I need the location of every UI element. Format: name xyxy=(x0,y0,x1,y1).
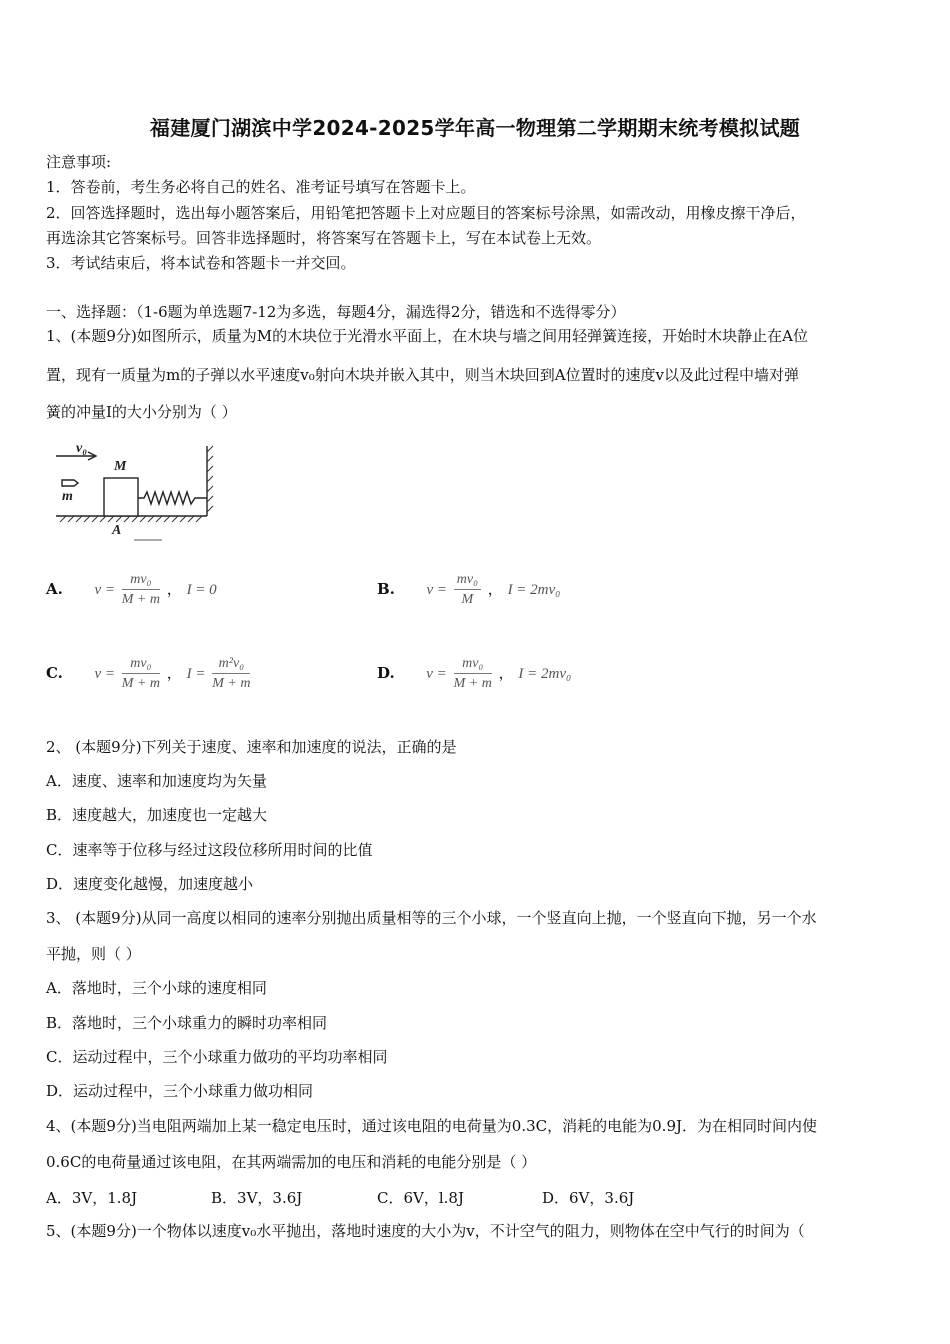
q3-option[interactable]: A．落地时，三个小球的速度相同 xyxy=(46,979,267,997)
frac-num: mv₀ xyxy=(454,572,481,590)
impulse-fraction xyxy=(212,656,250,692)
q1-stem-line: 1、(本题9分)如图所示，质量为M的木块位于光滑水平面上，在木块与墙之间用轻弹簧连接，开始时木块静止在A位 xyxy=(46,327,808,345)
frac-num: m²v₀ xyxy=(212,656,250,674)
impulse-expr: I = 2mv₀ xyxy=(518,666,572,682)
bullet xyxy=(62,480,78,486)
notice-heading: 注意事项: xyxy=(46,153,112,171)
frac-den: M + m xyxy=(121,592,160,607)
q5-stem: 5、(本题9分)一个物体以速度v₀水平抛出，落地时速度的大小为v，不计空气的阻力，则物体在空中气行的时间为（ xyxy=(46,1222,805,1240)
q3-option[interactable]: C．运动过程中，三个小球重力做功的平均功率相同 xyxy=(46,1048,388,1066)
frac-num: mv₀ xyxy=(122,656,160,674)
q4-option-d[interactable]: D．6V，3.6J xyxy=(542,1189,635,1207)
block-m xyxy=(104,478,138,516)
label-m: m xyxy=(62,489,73,504)
notice-item: 3．考试结束后，将本试卷和答题卡一并交回。 xyxy=(46,254,356,272)
q3-stem-line: 平抛，则（ ） xyxy=(46,945,141,963)
q4-stem-line: 4、(本题9分)当电阻两端加上某一稳定电压时，通过该电阻的电荷量为0.3C，消耗的电能为0.9J．为在相同时间内使 xyxy=(46,1117,817,1135)
q1-option-b[interactable] xyxy=(377,572,560,608)
spring-block-figure xyxy=(52,438,227,548)
option-label: C. xyxy=(46,664,63,682)
q3-option[interactable]: B．落地时，三个小球重力的瞬时功率相同 xyxy=(46,1014,328,1032)
notice-item: 再选涂其它答案标号。回答非选择题时，将答案写在答题卡上，写在本试卷上无效。 xyxy=(46,229,602,247)
q4-option-a[interactable]: A．3V，1.8J xyxy=(46,1189,138,1207)
option-label: A. xyxy=(46,580,63,598)
label-A: A xyxy=(112,523,122,538)
page-title: 福建厦门湖滨中学2024-2025学年高一物理第二学期期末统考模拟试题 xyxy=(149,116,801,140)
v-lhs: v = xyxy=(426,666,447,682)
q2-stem: 2、 (本题9分)下列关于速度、速率和加速度的说法，正确的是 xyxy=(46,738,457,756)
q2-option[interactable]: D．速度变化越慢，加速度越小 xyxy=(46,875,254,893)
impulse-lhs: I = xyxy=(186,666,206,682)
sep: ， xyxy=(166,580,182,598)
q2-option[interactable]: B．速度越大，加速度也一定越大 xyxy=(46,806,268,824)
q3-stem-line: 3、 (本题9分)从同一高度以相同的速率分别抛出质量相等的三个小球，一个竖直向上抛，一个竖直向下抛，另一个水 xyxy=(46,909,817,927)
frac-num: mv₀ xyxy=(122,572,160,590)
q4-option-c[interactable]: C．6V，l.8J xyxy=(377,1189,464,1207)
section-heading: 一、选择题：（1-6题为单选题7-12为多选，每题4分，漏选得2分，错选和不选得零分） xyxy=(46,303,626,321)
spring xyxy=(138,492,207,504)
notice-item: 1．答卷前，考生务必将自己的姓名、准考证号填写在答题卡上。 xyxy=(46,178,476,196)
frac-den: M + m xyxy=(212,676,251,691)
sep: ， xyxy=(166,664,182,682)
v-lhs: v = xyxy=(94,582,115,598)
v-fraction xyxy=(122,572,160,608)
sep: ， xyxy=(487,580,503,598)
q1-option-a[interactable] xyxy=(46,572,217,608)
option-label: D. xyxy=(377,664,395,682)
frac-num: mv₀ xyxy=(454,656,492,674)
sep: ， xyxy=(498,664,514,682)
v-lhs: v = xyxy=(426,582,447,598)
q4-option-b[interactable]: B．3V，3.6J xyxy=(211,1189,303,1207)
v-fraction xyxy=(122,656,160,692)
v-fraction xyxy=(454,572,481,608)
v-fraction xyxy=(454,656,492,692)
q1-option-c[interactable] xyxy=(46,656,252,692)
notice-item: 2．回答选择题时，选出每小题答案后，用铅笔把答题卡上对应题目的答案标号涂黑，如需改动，用橡皮擦干净后， xyxy=(46,204,806,222)
frac-den: M + m xyxy=(121,676,161,691)
impulse-expr: I = 2mv₀ xyxy=(507,582,561,598)
frac-den: M xyxy=(461,592,474,607)
q1-stem-line: 置，现有一质量为m的子弹以水平速度v₀射向木块并嵌入其中，则当木块回到A位置时的速度v以及此过程中墙对弹 xyxy=(46,366,800,384)
impulse-expr: I = 0 xyxy=(186,582,217,598)
q3-option[interactable]: D．运动过程中，三个小球重力做功相同 xyxy=(46,1082,314,1100)
q1-stem-line: 簧的冲量I的大小分别为（ ） xyxy=(46,403,237,421)
q2-option[interactable]: A．速度、速率和加速度均为矢量 xyxy=(46,772,267,790)
q4-stem-line: 0.6C的电荷量通过该电阻，在其两端需加的电压和消耗的电能分别是（ ） xyxy=(46,1153,537,1171)
q1-option-d[interactable] xyxy=(377,656,571,692)
option-label: B. xyxy=(377,580,395,598)
q2-option[interactable]: C．速率等于位移与经过这段位移所用时间的比值 xyxy=(46,841,373,859)
label-M: M xyxy=(114,459,127,474)
frac-den: M + m xyxy=(453,676,492,691)
label-v0: v₀ xyxy=(76,441,88,456)
v-lhs: v = xyxy=(94,666,115,682)
